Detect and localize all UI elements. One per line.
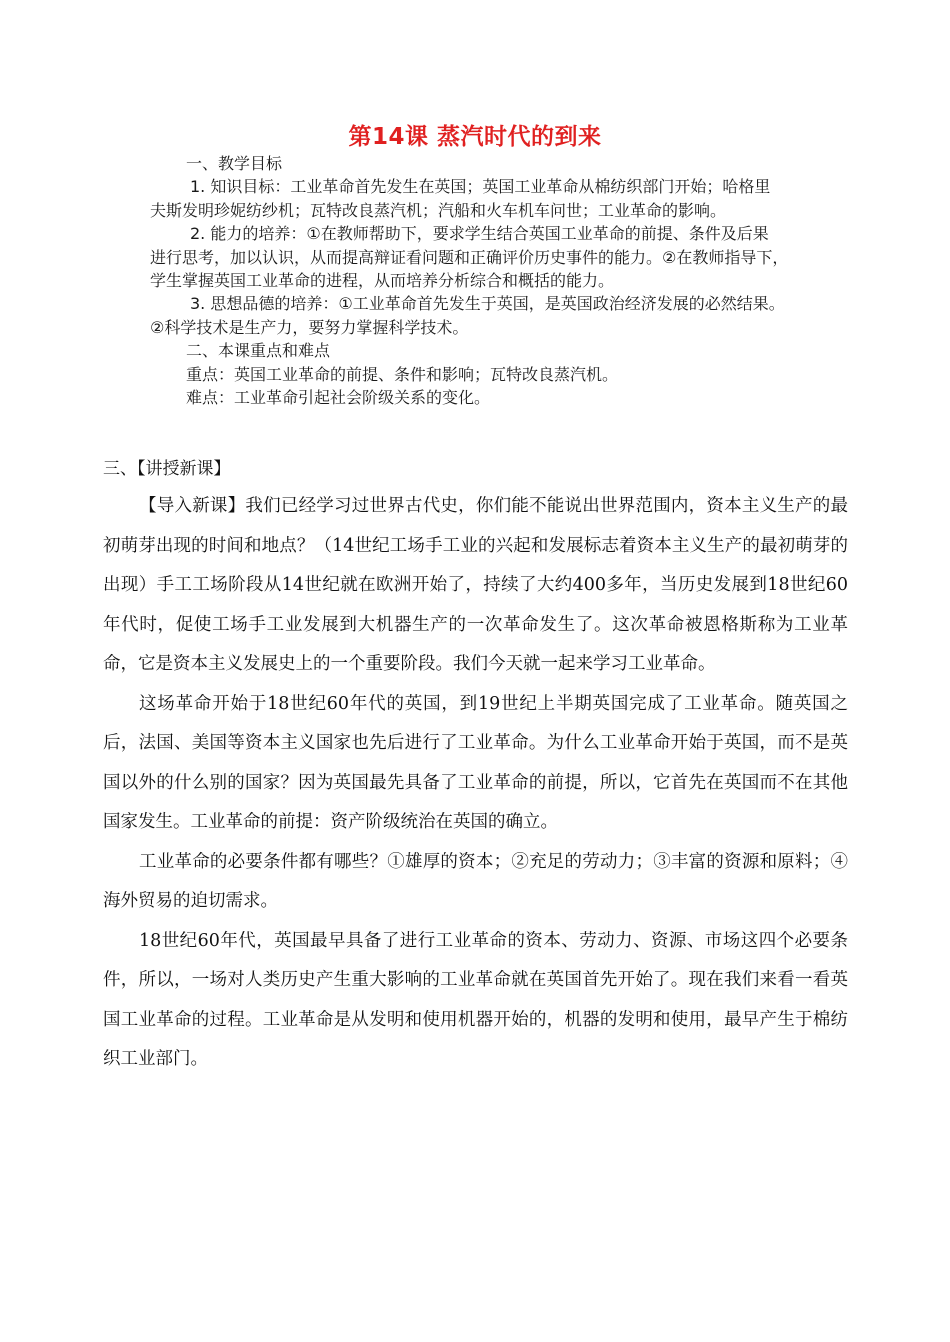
keypoints-heading: 二、本课重点和难点 xyxy=(186,341,331,361)
moral-objective-line-2: ②科学技术是生产力，要努力掌握科学技术。 xyxy=(150,317,469,337)
moral-objective-line-1: 3. 思想品德的培养：①工业革命首先发生于英国，是英国政治经济发展的必然结果。 xyxy=(190,294,785,314)
ability-objective-line-2: 进行思考，加以认识，从而提高辩证看问题和正确评价历史事件的能力。②在教师指导下， xyxy=(150,247,789,267)
section-3-heading: 三、【讲授新课】 xyxy=(103,459,231,479)
paragraph-intro: 【导入新课】我们已经学习过世界古代史，你们能不能说出世界范围内，资本主义生产的最初萌芽出现的时间和地点？（14世纪工场手工业的兴起和发展标志着资本主义生产的最初萌芽的出现）手工工场阶段从14世纪就在欧洲开始了，持续了大约400多年，当历史发展到18世纪60年代时，促使工场手工业发展到大机器生产的一次革命发生了。这次革命被恩格斯称为工业革命，它是资本主义发展史上的一个重要阶段。我们今天就一起来学习工业革命。 xyxy=(103,496,848,674)
paragraph-conditions: 工业革命的必要条件都有哪些？①雄厚的资本；②充足的劳动力；③丰富的资源和原料；④海外贸易的迫切需求。 xyxy=(103,851,848,911)
lesson-title: 第14课 蒸汽时代的到来 xyxy=(348,124,602,150)
ability-objective-line-3: 学生掌握英国工业革命的进程，从而培养分析综合和概括的能力。 xyxy=(150,270,615,290)
objectives-box xyxy=(150,152,826,409)
paragraph-process: 18世纪60年代，英国最早具备了进行工业革命的资本、劳动力、资源、市场这四个必要条件，所以，一场对人类历史产生重大影响的工业革命就在英国首先开始了。现在我们来看一看英国工业革命的过程。工业革命是从发明和使用机器开始的，机器的发明和使用，最早产生于棉纺织工业部门。 xyxy=(103,930,848,1069)
ability-objective-line-1: 2. 能力的培养：①在教师帮助下，要求学生结合英国工业革命的前提、条件及后果 xyxy=(190,224,769,244)
key-point: 重点：英国工业革命的前提、条件和影响；瓦特改良蒸汽机。 xyxy=(186,364,619,384)
knowledge-objective-line-2: 夫斯发明珍妮纺纱机；瓦特改良蒸汽机；汽船和火车机车问世；工业革命的影响。 xyxy=(150,200,727,220)
paragraph-origin: 这场革命开始于18世纪60年代的英国，到19世纪上半期英国完成了工业革命。随英国之后，法国、美国等资本主义国家也先后进行了工业革命。为什么工业革命开始于英国，而不是英国以外的什么别的国家？因为英国最先具备了工业革命的前提，所以，它首先在英国而不在其他国家发生。工业革命的前提：资产阶级统治在英国的确立。 xyxy=(103,693,848,832)
objectives-heading: 一、教学目标 xyxy=(186,154,283,173)
lesson-body xyxy=(103,487,848,1080)
knowledge-objective-line-1: 1. 知识目标：工业革命首先发生在英国；英国工业革命从棉纺织部门开始；哈格里 xyxy=(190,177,771,197)
difficult-point: 难点：工业革命引起社会阶级关系的变化。 xyxy=(186,387,491,407)
